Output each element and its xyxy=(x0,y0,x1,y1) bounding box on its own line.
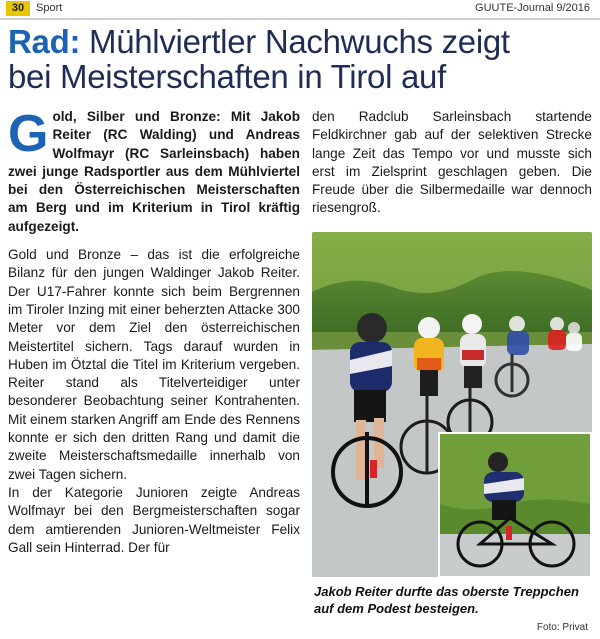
body-paragraph-1: Gold und Bronze – das ist die erfolgreiche Bilanz für den jungen Waldinger Jakob Reiter. Der U17-Fahrer konnte sich beim Bergrennen im Tiroler Inzing mit einer beherzten Attacke 300 Meter vor dem Ziel den österreichischen Meistertitel sichern. Tags darauf wurden in Huben im Ötztal die Titel im Kriterium vergeben. Reiter stand als Titelverteidiger unter besonderer Beobachtung seiner Kontrahenten. Mit einem starken Angriff am Ende des Rennens konnte er sich den dritten Rang und damit die zweite Meisterschaftsmedaille innerhalb von zwei Tagen sichern. xyxy=(8,247,300,482)
lead-text: old, Silber und Bronze: Mit Jakob Reiter (RC Walding) und Andreas Wolfmayr (RC Sarleinsbach) haben zwei junge Radsportler aus dem Mühlviertel bei den Österreichischen Meisterschaften am Berg und im Kriterium in Tirol kräftig aufgezeigt. xyxy=(8,109,300,234)
body-paragraph-2: In der Kategorie Junioren zeigte Andreas Wolfmayr bei den Bergmeisterschaften sogar dem amtierenden Junioren-Weltmeister Felix Gall sein Hinterrad. Der für xyxy=(8,484,300,555)
photo-caption: Jakob Reiter durfte das oberste Treppchen auf dem Podest besteigen. xyxy=(314,584,579,616)
right-column-text: den Radclub Sarleinsbach startende Feldkirchner gab auf der selektiven Strecke lange Zeit das Tempo vor und musste sich erst im Zielsprint geschlagen geben. Die Freude über die Silbermedaille war dennoch riesengroß. xyxy=(312,109,592,216)
journal-issue: GUUTE-Journal 9/2016 xyxy=(475,2,590,14)
header-divider xyxy=(0,18,600,20)
headline-line-1: Mühlviertler Nachwuchs zeigt xyxy=(89,23,510,60)
left-column xyxy=(8,105,300,557)
page-header xyxy=(0,0,600,18)
headline-label: Rad: xyxy=(8,23,81,60)
page-number: 30 xyxy=(6,1,30,16)
section-label: Sport xyxy=(36,2,63,14)
headline-line-2: bei Meisterschaften in Tirol auf xyxy=(8,58,446,95)
photo-credit: Foto: Privat xyxy=(536,622,588,633)
article-headline xyxy=(8,24,592,94)
lead-paragraph xyxy=(8,105,300,236)
drop-cap: G xyxy=(8,105,49,163)
podium-photo-inset xyxy=(438,432,592,578)
